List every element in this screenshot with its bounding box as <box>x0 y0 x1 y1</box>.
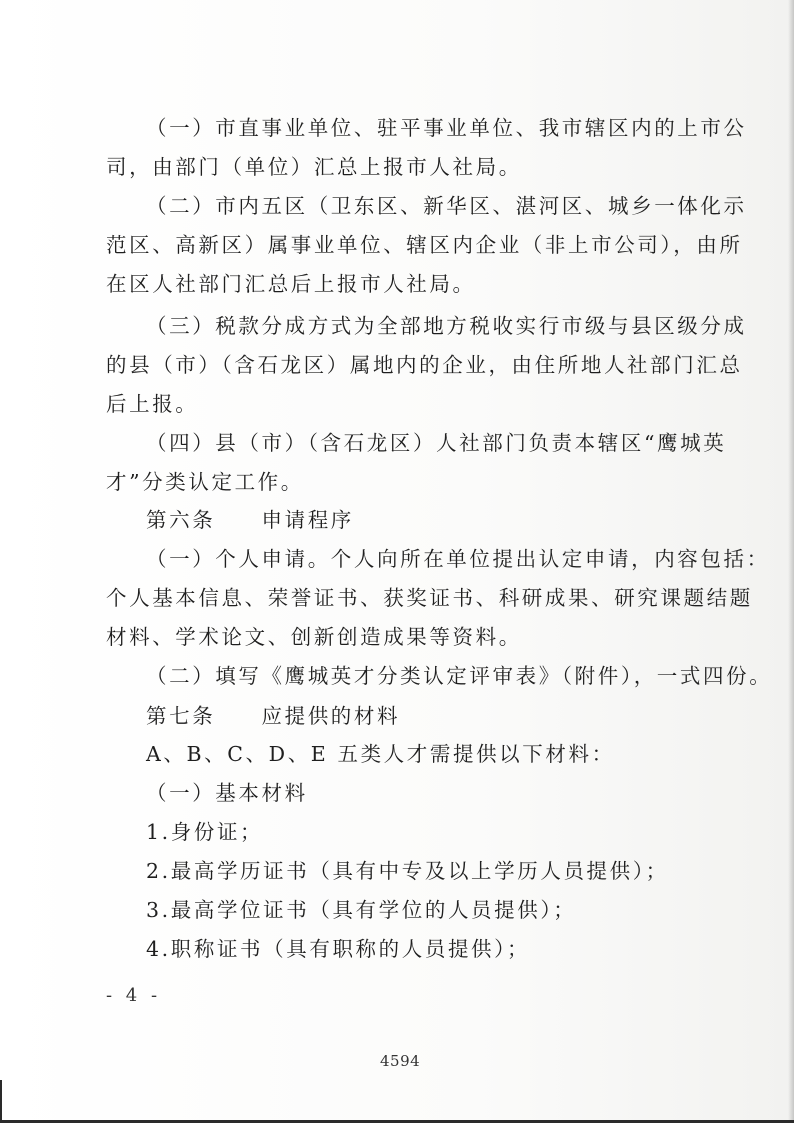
page-number: - 4 - <box>106 985 162 1006</box>
text-line: 材料、学术论文、创新创造成果等资料。 <box>106 625 522 649</box>
serial-number: 4594 <box>380 1052 421 1070</box>
text-line: （一）基本材料 <box>146 781 308 805</box>
text-line: 的县（市）（含石龙区）属地内的企业，由住所地人社部门汇总 <box>106 353 743 377</box>
text-line: 后上报。 <box>106 392 199 416</box>
text-line: 才”分类认定工作。 <box>106 470 304 494</box>
text-line: 司，由部门（单位）汇总上报市人社局。 <box>106 155 522 179</box>
text-line: 个人基本信息、荣誉证书、获奖证书、科研成果、研究课题结题 <box>106 586 753 610</box>
text-line: （一）个人申请。个人向所在单位提出认定申请，内容包括： <box>146 547 770 571</box>
text-line: A、B、C、D、E 五类人才需提供以下材料： <box>146 742 615 766</box>
page-edge-shadow <box>788 0 794 1123</box>
text-line: （一）市直事业单位、驻平事业单位、我市辖区内的上市公 <box>146 116 747 140</box>
text-line: （三）税款分成方式为全部地方税收实行市级与县区级分成 <box>146 314 747 338</box>
text-line: （四）县（市）（含石龙区）人社部门负责本辖区“鹰城英 <box>146 431 727 455</box>
text-line: （二）填写《鹰城英才分类认定评审表》（附件），一式四份。 <box>146 664 773 688</box>
list-item: 1.身份证； <box>146 820 264 844</box>
list-item: 3.最高学位证书（具有学位的人员提供）； <box>146 898 577 922</box>
article-heading: 第六条 申请程序 <box>146 508 354 532</box>
text-line: 在区人社部门汇总后上报市人社局。 <box>106 272 476 296</box>
text-line: （二）市内五区（卫东区、新华区、湛河区、城乡一体化示 <box>146 194 747 218</box>
text-line: 范区、高新区）属事业单位、辖区内企业（非上市公司），由所 <box>106 233 743 257</box>
scan-left-edge <box>0 1080 2 1123</box>
list-item: 4.职称证书（具有职称的人员提供）； <box>146 937 531 961</box>
article-heading: 第七条 应提供的材料 <box>146 704 401 728</box>
list-item: 2.最高学历证书（具有中专及以上学历人员提供）； <box>146 859 669 883</box>
